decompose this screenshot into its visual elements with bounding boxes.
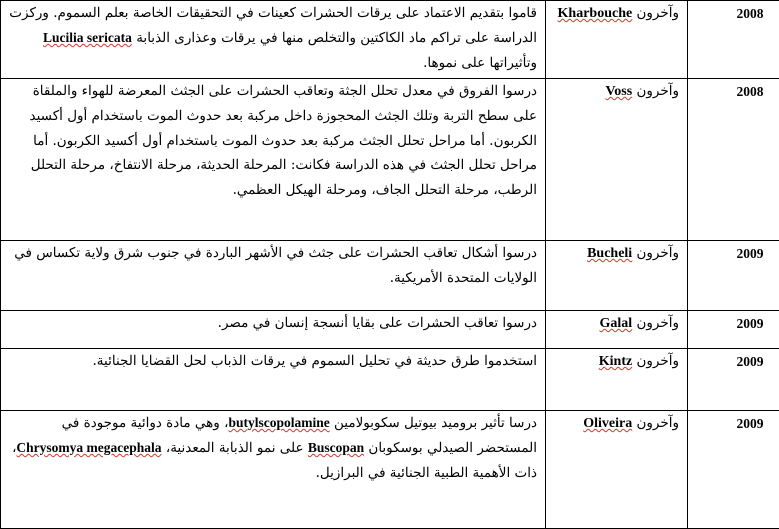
description-text: وتأثيراتها على نموها. (423, 55, 537, 71)
table-row (1, 1, 779, 79)
table-row (1, 349, 779, 411)
author-name: Kharbouche (558, 6, 633, 21)
latin-term: Lucilia sericata (43, 30, 132, 45)
latin-term: Buscopan (308, 440, 364, 455)
author-et-al: وآخرون (637, 83, 680, 99)
year-cell: 2009 (688, 411, 779, 529)
author-name: Galal (600, 316, 633, 331)
author-name: Oliveira (583, 416, 632, 431)
author-et-al: وآخرون (637, 415, 680, 431)
year-cell: 2009 (688, 311, 779, 349)
author-et-al: وآخرون (637, 245, 680, 261)
author-et-al: وآخرون (637, 315, 680, 331)
description-text: قاموا بتقديم الاعتماد على يرقات الحشرات كعينات في التحقيقات الخاصة بعلم السموم. وركزت الدراسة على تراكم ماد الكاكتين والتخلص منها في يرقات وعذارى الذبابة (9, 5, 537, 46)
study-description (1, 1, 546, 79)
description-text: على نمو الذبابة المعدنية، (162, 440, 308, 456)
author-name: Bucheli (587, 246, 632, 261)
author-cell (546, 349, 688, 411)
latin-term: butylscopolamine (228, 415, 329, 430)
description-text: درسوا تعاقب الحشرات على بقايا أنسجة إنسان في مصر. (218, 315, 537, 331)
study-description (1, 411, 546, 529)
description-text: ، ذات الأهمية الطبية الجنائية في البرازيل. (12, 440, 537, 481)
description-text: ، وهي مادة دوائية موجودة في المستحضر الصيدلي بوسكوبان (62, 415, 537, 456)
year-cell: 2008 (688, 79, 779, 241)
study-description (1, 349, 546, 411)
study-description (1, 241, 546, 311)
author-et-al: وآخرون (637, 5, 680, 21)
study-description (1, 79, 546, 241)
year-cell: 2009 (688, 349, 779, 411)
year-cell: 2008 (688, 1, 779, 79)
author-name: Voss (605, 84, 632, 99)
table-row (1, 241, 779, 311)
latin-term: Chrysomya megacephala (16, 440, 161, 455)
author-cell (546, 311, 688, 349)
description-text: درسا تأثير بروميد بيوتيل سكوبولامين (330, 415, 537, 431)
description-text: درسوا أشكال تعاقب الحشرات على جثث في الأشهر الباردة في جنوب شرق ولاية تكساس في الولايات المتحدة الأمريكية. (14, 245, 537, 286)
table-row (1, 79, 779, 241)
author-cell (546, 79, 688, 241)
table-row (1, 311, 779, 349)
description-text: استخدموا طرق حديثة في تحليل السموم في يرقات الذباب لحل القضايا الجنائية. (92, 353, 537, 369)
author-cell (546, 1, 688, 79)
description-text: درسوا الفروق في معدل تحلل الجثة وتعاقب الحشرات على الجثث المعرضة للهواء والملقاة على سطح التربة وتلك الجثث المحجوزة داخل مركبة بعد حدوث الموت باستخدام أول أكسيد الكربون. أما مراحل تحلل الجثث مركبة بعد حدوث الموت باستخدام أول أكسيد الكربون. أما مراحل تحلل الجثث في هذه الدراسة فكانت: المرحلة الحديثة، مرحلة الانتفاخ، مرحلة التحلل الرطب، مرحلة التحلل الجاف، ومرحلة الهيكل العظمي. (30, 83, 537, 198)
year-cell: 2009 (688, 241, 779, 311)
author-name: Kintz (599, 354, 632, 369)
study-description (1, 311, 546, 349)
author-cell (546, 411, 688, 529)
author-et-al: وآخرون (637, 353, 680, 369)
author-cell (546, 241, 688, 311)
table-row (1, 411, 779, 529)
